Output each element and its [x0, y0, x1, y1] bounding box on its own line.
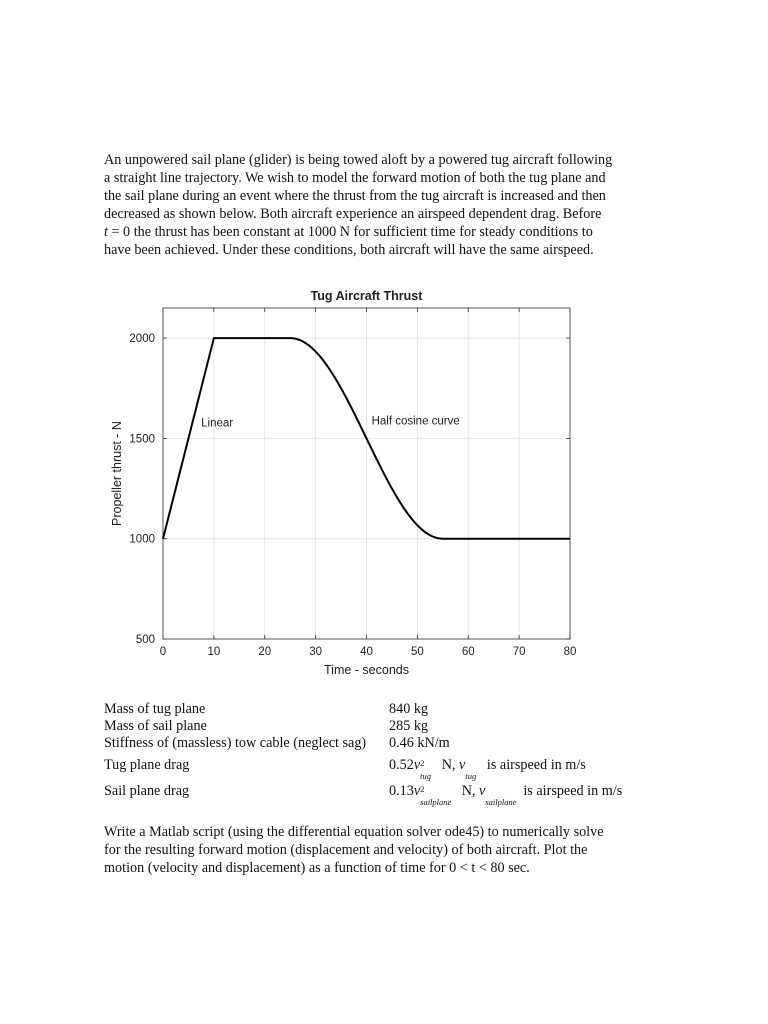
tug-drag-row [104, 752, 664, 781]
x-tick-label: 20 [258, 646, 272, 658]
task-line: Write a Matlab script (using the differential equation solver ode45) to numerically solve [104, 824, 604, 840]
parameter-row [104, 735, 664, 752]
parameter-value: 0.46 kN/m [389, 735, 450, 751]
tug-drag-var: v [413, 757, 421, 773]
sail-drag-sub: sailplane [420, 797, 452, 807]
intro-line: decreased as shown below. Both aircraft experience an airspeed dependent drag. Before [104, 206, 602, 222]
y-tick-label: 1500 [129, 433, 155, 446]
y-tick-label: 500 [135, 634, 155, 646]
tug-speed-var: v [459, 757, 466, 773]
thrust-chart [100, 282, 590, 682]
sail-speed-var: v [479, 783, 486, 799]
x-tick-label: 80 [563, 646, 577, 658]
sail-drag-value [389, 778, 623, 807]
tug-drag-tail: is airspeed in m/s [483, 757, 586, 773]
x-axis-label: Time - seconds [324, 663, 409, 677]
chart-annotation: Half cosine curve [371, 415, 460, 428]
task-paragraph [104, 823, 664, 877]
y-tick-label: 2000 [129, 333, 155, 346]
parameter-value: 840 kg [389, 701, 429, 717]
time-variable: t [104, 224, 108, 240]
tug-drag-sub: tug [420, 771, 432, 781]
sail-drag-coef: 0.13 [389, 783, 414, 799]
sail-drag-row [104, 778, 664, 807]
chart-annotation: Linear [201, 417, 234, 430]
tug-drag-coef: 0.52 [389, 757, 414, 773]
thrust-chart-svg [100, 282, 590, 682]
task-line: motion (velocity and displacement) as a function of time for 0 < t < 80 sec. [104, 860, 530, 876]
parameter-row [104, 701, 664, 718]
task-line: for the resulting forward motion (displacement and velocity) of both aircraft. Plot the [104, 842, 588, 858]
x-tick-label: 60 [461, 646, 475, 658]
intro-line: An unpowered sail plane (glider) is being towed aloft by a powered tug aircraft following [104, 152, 613, 168]
y-tick-label: 1000 [129, 533, 155, 546]
sail-drag-sup: 2 [420, 784, 425, 794]
intro-line: have been achieved. Under these conditions, both aircraft will have the same airspeed. [104, 242, 594, 258]
x-tick-label: 30 [309, 646, 323, 658]
intro-line: the sail plane during an event where the thrust from the tug aircraft is increased and then [104, 188, 606, 204]
parameter-value: 285 kg [389, 718, 429, 734]
sail-drag-label: Sail plane drag [104, 783, 190, 799]
y-axis-label: Propeller thrust - N [110, 421, 124, 526]
sail-speed-sub: sailplane [485, 797, 517, 807]
x-tick-label: 40 [360, 646, 373, 658]
intro-line-text: = 0 the thrust has been constant at 1000 N for sufficient time for steady conditions to [107, 224, 593, 240]
sail-drag-unit: N, [458, 783, 480, 799]
tug-drag-sup: 2 [420, 758, 425, 768]
chart-title: Tug Aircraft Thrust [310, 289, 423, 303]
x-tick-label: 70 [512, 646, 526, 658]
x-tick-label: 0 [159, 646, 167, 658]
parameter-label: Mass of sail plane [104, 718, 207, 734]
tug-drag-value [389, 752, 586, 781]
parameter-table [104, 701, 664, 807]
intro-line [104, 223, 664, 241]
parameter-row [104, 718, 664, 735]
tug-speed-sub: tug [465, 771, 477, 781]
intro-line: a straight line trajectory. We wish to model the forward motion of both the tug plane and [104, 170, 606, 186]
sail-drag-var: v [413, 783, 421, 799]
parameter-label: Stiffness of (massless) tow cable (neglect sag) [104, 735, 367, 751]
tug-drag-unit: N, [438, 757, 460, 773]
x-tick-label: 10 [207, 646, 221, 658]
intro-paragraph [104, 151, 664, 259]
tug-drag-label: Tug plane drag [104, 757, 190, 773]
x-tick-label: 50 [410, 646, 424, 658]
parameter-label: Mass of tug plane [104, 701, 206, 717]
sail-drag-tail: is airspeed in m/s [523, 783, 623, 799]
